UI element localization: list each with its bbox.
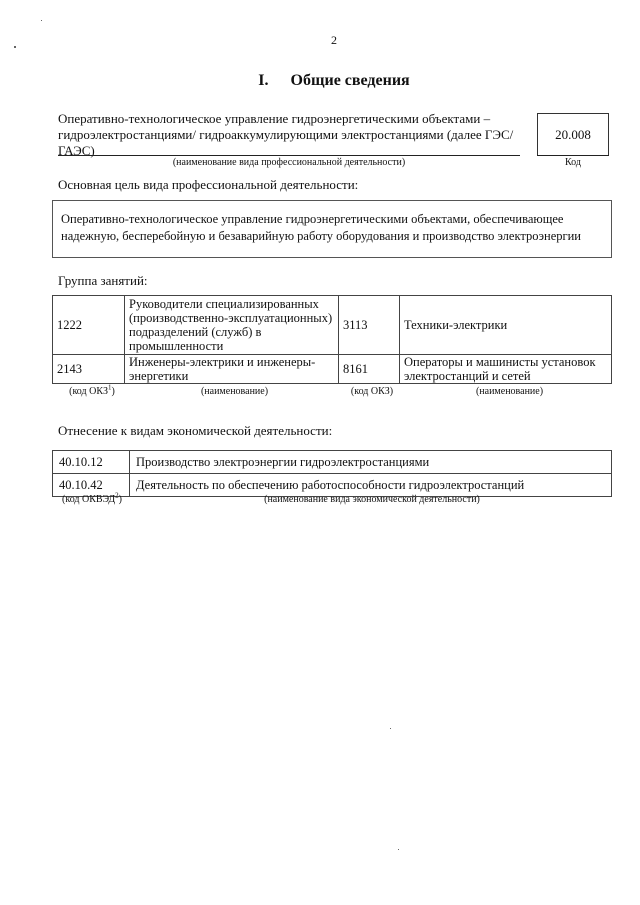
economic-activity-name-cell: Производство электроэнергии гидроэлектростанциями xyxy=(130,451,612,474)
occupation-name-caption: (наименование) xyxy=(475,386,544,397)
activity-name: Оперативно-технологическое управление гидроэнергетическими объектами – гидроэлектростанциями/ гидроаккумулирующими электростанциями (далее ГЭС/ГАЭС) xyxy=(58,111,514,158)
activity-code: 20.008 xyxy=(555,126,591,142)
activity-code-box xyxy=(537,113,609,156)
activity-name-caption: (наименование вида профессиональной деятельности) xyxy=(172,157,406,168)
footnote-mark: 2 xyxy=(115,491,119,500)
occupation-name-cell: Операторы и машинисты установок электростанций и сетей xyxy=(400,355,612,384)
scan-speck xyxy=(398,849,399,850)
table-row xyxy=(53,296,612,355)
activity-underline xyxy=(58,155,520,156)
economic-activity-table xyxy=(52,450,612,497)
scan-speck xyxy=(41,20,42,21)
okz-code-caption xyxy=(52,383,132,397)
caption-text: (код ОКЗ xyxy=(69,386,109,397)
okz-code-cell: 1222 xyxy=(53,296,125,355)
section-number: I. xyxy=(258,72,269,89)
table-row xyxy=(53,451,612,474)
goal-text: Оперативно-технологическое управление гидроэнергетическими объектами, обеспечивающее надежную, бесперебойную и безаварийную работу оборудования и производство электроэнергии xyxy=(61,212,581,243)
okved-code-cell: 40.10.42 xyxy=(53,474,130,497)
scan-speck xyxy=(390,728,391,729)
economic-activity-label: Отнесение к видам экономической деятельности: xyxy=(58,423,333,438)
okz-code-cell: 3113 xyxy=(339,296,400,355)
footnote-mark: 1 xyxy=(108,383,112,392)
goal-box xyxy=(52,200,612,258)
section-heading: Общие сведения xyxy=(290,72,410,89)
occupation-name-caption: (наименование) xyxy=(200,386,269,397)
table-row xyxy=(53,355,612,384)
okz-code-cell: 8161 xyxy=(339,355,400,384)
section-title xyxy=(0,72,640,90)
page-number: 2 xyxy=(331,33,337,47)
okz-code-cell: 2143 xyxy=(53,355,125,384)
scan-speck xyxy=(14,46,16,48)
occupation-group-label: Группа занятий: xyxy=(58,273,148,288)
occupation-name-cell: Инженеры-электрики и инженеры-энергетики xyxy=(125,355,339,384)
activity-code-caption: Код xyxy=(565,157,581,168)
economic-activity-name-cell: Деятельность по обеспечению работоспособности гидроэлектростанций xyxy=(130,474,612,497)
occupation-table xyxy=(52,295,612,384)
occupation-name-cell: Техники-электрики xyxy=(400,296,612,355)
caption-text: ) xyxy=(118,494,122,505)
okved-code-cell: 40.10.12 xyxy=(53,451,130,474)
okved-code-caption xyxy=(52,491,132,505)
caption-text: (код ОКВЭД xyxy=(62,494,116,505)
caption-text: ) xyxy=(111,386,115,397)
code-underline xyxy=(537,155,609,156)
okz-code-caption: (код ОКЗ) xyxy=(350,386,394,397)
economic-activity-name-caption: (наименование вида экономической деятельности) xyxy=(264,494,480,505)
goal-label: Основная цель вида профессиональной деятельности: xyxy=(58,177,359,192)
occupation-name-cell: Руководители специализированных (производственно-эксплуатационных) подразделений (служб) в промышленности xyxy=(125,296,339,355)
